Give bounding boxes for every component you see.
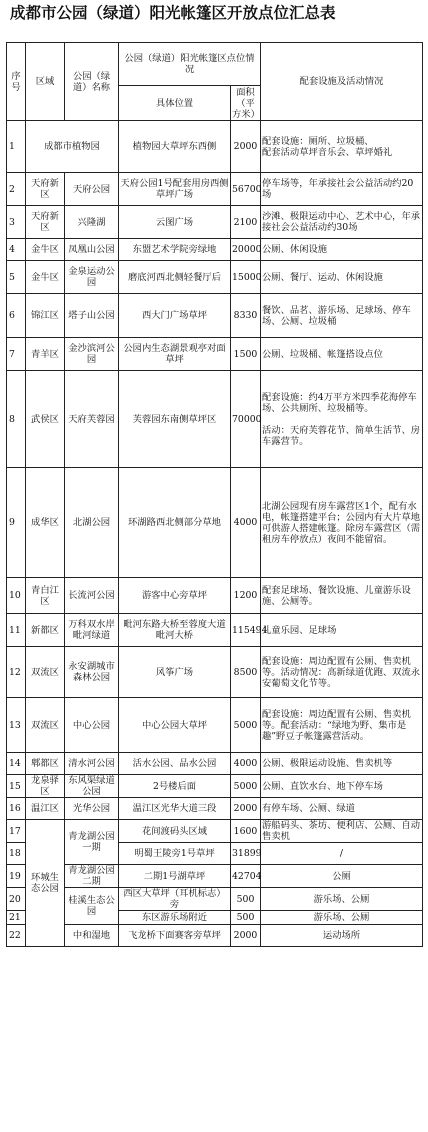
- cell-facilities: 停车场等，年承接社会公益活动约20场: [261, 173, 423, 206]
- header-no: 序号: [7, 43, 26, 121]
- cell-district: 环城生态公园: [26, 820, 65, 947]
- table-row: [7, 173, 423, 206]
- table-row: [7, 753, 423, 775]
- cell-park: 金泉运动公园: [65, 261, 119, 294]
- table-row: [7, 294, 423, 338]
- cell-no: 21: [7, 911, 26, 925]
- table-row: [7, 647, 423, 698]
- cell-area: 2000: [231, 121, 261, 173]
- header-spot-group: 公园（绿道）阳光帐篷区点位情况: [119, 43, 261, 86]
- cell-no: 7: [7, 338, 26, 371]
- cell-location: 飞龙桥下面赛客旁草坪: [119, 925, 231, 947]
- cell-park: 塔子山公园: [65, 294, 119, 338]
- cell-facilities: 公厕、餐厅、运动、休闲设施: [261, 261, 423, 294]
- header-facilities: 配套设施及活动情况: [261, 43, 423, 121]
- table-row: [7, 865, 423, 888]
- cell-district: 新都区: [26, 614, 65, 647]
- cell-park: 北湖公园: [65, 468, 119, 578]
- cell-district: 金牛区: [26, 261, 65, 294]
- cell-district: 锦江区: [26, 294, 65, 338]
- cell-no: 22: [7, 925, 26, 947]
- cell-area: 1600: [231, 820, 261, 843]
- cell-no: 8: [7, 371, 26, 468]
- cell-park: 天府公园: [65, 173, 119, 206]
- cell-location: 中心公园大草坪: [119, 698, 231, 753]
- cell-area: 2000: [231, 798, 261, 820]
- cell-district: 成都市植物园: [26, 121, 119, 173]
- cell-no: 10: [7, 578, 26, 614]
- cell-location: 东区游乐场附近: [119, 911, 231, 925]
- cell-district: 天府新区: [26, 206, 65, 239]
- cell-location: 风筝广场: [119, 647, 231, 698]
- cell-facilities: 配套足球场、餐饮设施、儿童游乐设施、公厕等。: [261, 578, 423, 614]
- cell-park: 清水河公园: [65, 753, 119, 775]
- cell-facilities: 配套设施：周边配置有公厕、售卖机等。配套活动：“绿地为野、集市是趣”野豆子帐篷露营活动。: [261, 698, 423, 753]
- cell-district: 双流区: [26, 647, 65, 698]
- cell-park: 兴隆湖: [65, 206, 119, 239]
- tent-area-table: [6, 42, 423, 947]
- cell-district: 龙泉驿区: [26, 775, 65, 798]
- table-row: [7, 121, 423, 173]
- cell-park: 中心公园: [65, 698, 119, 753]
- table-row: [7, 820, 423, 843]
- header-location: 具体位置: [119, 86, 231, 121]
- table-row: [7, 468, 423, 578]
- cell-no: 19: [7, 865, 26, 888]
- cell-no: 9: [7, 468, 26, 578]
- cell-area: 15000: [231, 261, 261, 294]
- cell-facilities: 游船码头、茶坊、便利店、公厕、自动售卖机: [261, 820, 423, 843]
- cell-no: 17: [7, 820, 26, 843]
- cell-park: 青龙湖公园一期: [65, 820, 119, 865]
- cell-no: 20: [7, 888, 26, 911]
- cell-area: 31899: [231, 843, 261, 865]
- cell-park: 青龙湖公园二期: [65, 865, 119, 888]
- cell-no: 14: [7, 753, 26, 775]
- cell-no: 13: [7, 698, 26, 753]
- header-row: [7, 43, 423, 86]
- cell-area: 8500: [231, 647, 261, 698]
- cell-park: 万科双水岸毗河绿道: [65, 614, 119, 647]
- cell-area: 2100: [231, 206, 261, 239]
- cell-facilities: 餐饮、品茗、游乐场、足球场、停车场、公厕、垃圾桶: [261, 294, 423, 338]
- cell-no: 15: [7, 775, 26, 798]
- cell-location: 二期1号湖草坪: [119, 865, 231, 888]
- cell-no: 4: [7, 239, 26, 261]
- header-district: 区域: [26, 43, 65, 121]
- cell-area: 56700: [231, 173, 261, 206]
- table-row: [7, 775, 423, 798]
- cell-location: 东盟艺术学院旁绿地: [119, 239, 231, 261]
- cell-location: 游客中心旁草坪: [119, 578, 231, 614]
- cell-location: 西大门广场草坪: [119, 294, 231, 338]
- cell-facilities: 游乐场、公厕: [261, 911, 423, 925]
- cell-park: 桂溪生态公园: [65, 888, 119, 925]
- cell-area: 20000: [231, 239, 261, 261]
- cell-area: 70000: [231, 371, 261, 468]
- cell-district: 武侯区: [26, 371, 65, 468]
- cell-facilities: 北湖公园现有房车露营区1个，配有水电，帐篷搭建平台；公园内有大片草地可供游人搭建帐篷。除房车露营区（需租房车停放点）夜间不能留宿。: [261, 468, 423, 578]
- table-row: [7, 925, 423, 947]
- cell-location: 天府公园1号配套用房西侧草坪广场: [119, 173, 231, 206]
- cell-district: 金牛区: [26, 239, 65, 261]
- cell-area: 42704: [231, 865, 261, 888]
- cell-location: 植物园大草坪东西侧: [119, 121, 231, 173]
- cell-location: 活水公园、品水公园: [119, 753, 231, 775]
- table-row: [7, 261, 423, 294]
- cell-district: 青白江区: [26, 578, 65, 614]
- table-row: [7, 206, 423, 239]
- cell-park: 天府芙蓉园: [65, 371, 119, 468]
- cell-location: 2号楼后面: [119, 775, 231, 798]
- cell-park: 长流河公园: [65, 578, 119, 614]
- cell-district: 天府新区: [26, 173, 65, 206]
- cell-no: 1: [7, 121, 26, 173]
- table-row: [7, 698, 423, 753]
- cell-area: 1500: [231, 338, 261, 371]
- cell-facilities: /: [261, 843, 423, 865]
- cell-park: 凤凰山公园: [65, 239, 119, 261]
- header-area: 面积（平方米）: [232, 86, 260, 120]
- cell-location: 温江区光华大道三段: [119, 798, 231, 820]
- cell-district: 温江区: [26, 798, 65, 820]
- cell-facilities: 公厕、直饮水台、地下停车场: [261, 775, 423, 798]
- cell-area: 8330: [231, 294, 261, 338]
- table-row: [7, 578, 423, 614]
- cell-facilities: 配套设施：周边配置有公厕、售卖机等。活动情况：高新绿道优跑、双流永安葡萄文化节等。: [261, 647, 423, 698]
- cell-park: 光华公园: [65, 798, 119, 820]
- cell-park: 金沙滨河公园: [65, 338, 119, 371]
- cell-facilities: 公厕: [261, 865, 423, 888]
- cell-district: 青羊区: [26, 338, 65, 371]
- cell-no: 6: [7, 294, 26, 338]
- table-row: [7, 371, 423, 468]
- cell-area: 5000: [231, 775, 261, 798]
- cell-facilities: 公厕、休闲设施: [261, 239, 423, 261]
- cell-park: 东风渠绿道公园: [65, 775, 119, 798]
- cell-no: 12: [7, 647, 26, 698]
- cell-district: 郫都区: [26, 753, 65, 775]
- table-row: [7, 798, 423, 820]
- cell-no: 16: [7, 798, 26, 820]
- cell-area: 4000: [231, 753, 261, 775]
- cell-area: 4000: [231, 468, 261, 578]
- cell-facilities: 配套设施：约4万平方米四季花海停车场、公共厕所、垃圾桶等。 活动：天府芙蓉花节、简单生活节、房车露营节。: [261, 371, 423, 468]
- cell-facilities: 配套设施：厕所、垃圾桶、 配套活动草坪音乐会、草坪婚礼: [261, 121, 423, 173]
- header-park: 公园（绿道）名称: [65, 43, 119, 121]
- cell-district: 成华区: [26, 468, 65, 578]
- cell-facilities: 运动场所: [261, 925, 423, 947]
- cell-facilities: 公厕、垃圾桶、帐篷搭设点位: [261, 338, 423, 371]
- cell-location: 环湖路西北侧部分草地: [119, 468, 231, 578]
- cell-no: 3: [7, 206, 26, 239]
- cell-location: 芙蓉园东南侧草坪区: [119, 371, 231, 468]
- table-row: [7, 614, 423, 647]
- cell-facilities: 公厕、极限运动设施、售卖机等: [261, 753, 423, 775]
- cell-location: 云图广场: [119, 206, 231, 239]
- cell-facilities: 沙滩、极限运动中心、艺术中心，年承接社会公益活动约30场: [261, 206, 423, 239]
- page-title: 成都市公园（绿道）阳光帐篷区开放点位汇总表: [10, 4, 336, 22]
- table-row: [7, 239, 423, 261]
- cell-location: 明蜀王陵旁1号草坪: [119, 843, 231, 865]
- cell-facilities: 游乐场、公厕: [261, 888, 423, 911]
- table-row: [7, 888, 423, 911]
- cell-area: 2000: [231, 925, 261, 947]
- cell-location: 公园内生态湖景观亭对面草坪: [119, 338, 231, 371]
- cell-location: 毗河东路大桥至蓉度大道毗河大桥: [119, 614, 231, 647]
- cell-park: 永安湖城市森林公园: [65, 647, 119, 698]
- cell-location: 磨底河西北侧轻餐厅后: [119, 261, 231, 294]
- cell-no: 5: [7, 261, 26, 294]
- cell-location: 西区大草坪（耳机标志）旁: [119, 888, 231, 911]
- cell-area: 5000: [231, 698, 261, 753]
- cell-area: 500: [231, 888, 261, 911]
- table-row: [7, 338, 423, 371]
- cell-location: 花间渡码头区域: [119, 820, 231, 843]
- cell-area: 115494: [231, 614, 261, 647]
- cell-district: 双流区: [26, 698, 65, 753]
- cell-area: 500: [231, 911, 261, 925]
- cell-park: 中和湿地: [65, 925, 119, 947]
- cell-no: 18: [7, 843, 26, 865]
- cell-no: 11: [7, 614, 26, 647]
- cell-facilities: 有停车场、公厕、绿道: [261, 798, 423, 820]
- cell-facilities: 儿童乐园、足球场: [261, 614, 423, 647]
- cell-area: 1200: [231, 578, 261, 614]
- cell-no: 2: [7, 173, 26, 206]
